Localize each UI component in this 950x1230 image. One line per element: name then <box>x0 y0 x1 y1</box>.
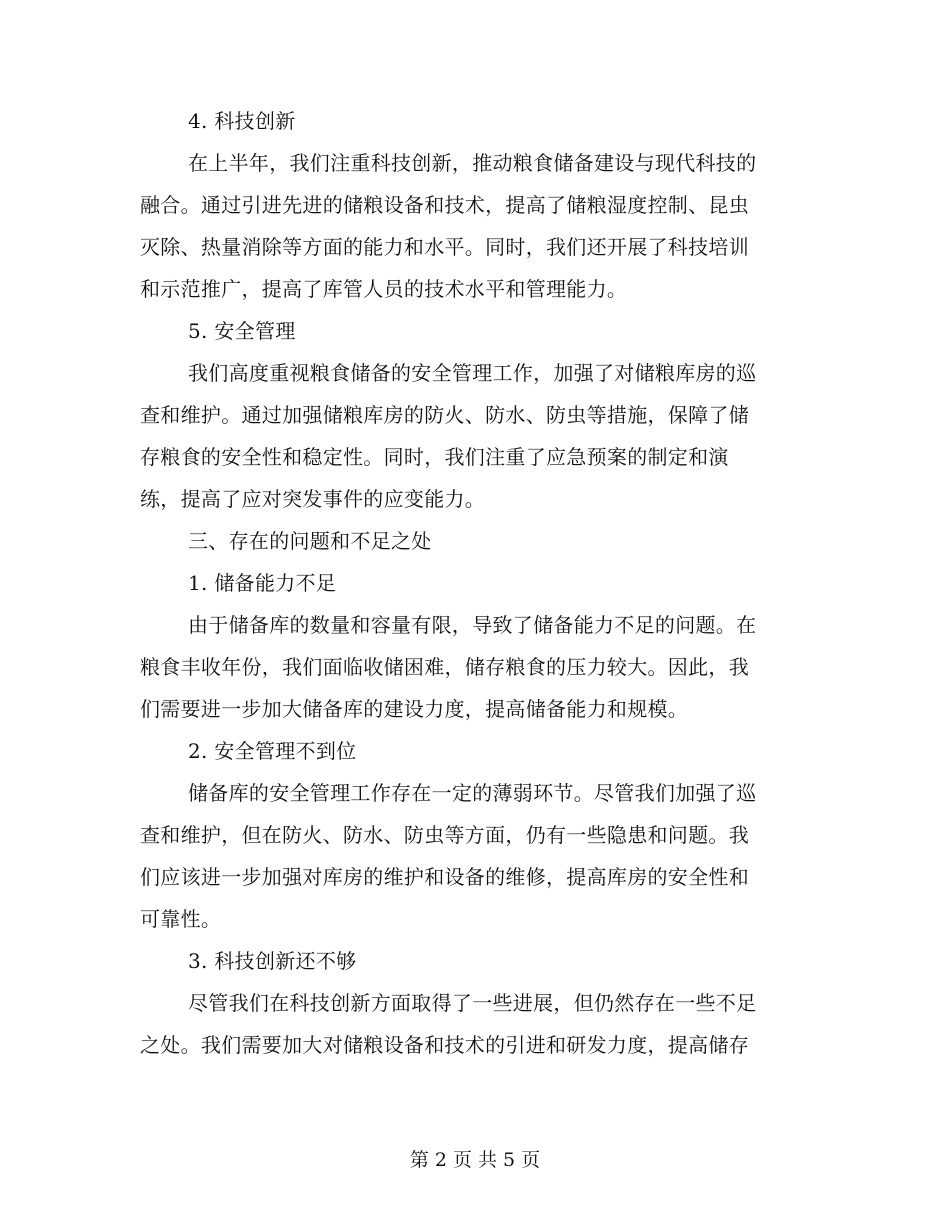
text-line: 三、存在的问题和不足之处 <box>188 529 432 553</box>
text-line: 存粮食的安全性和稳定性。同时，我们注重了应急预案的制定和演 <box>140 445 729 469</box>
text-line: 1. 储备能力不足 <box>188 571 337 595</box>
text-line: 我们高度重视粮食储备的安全管理工作，加强了对储粮库房的巡 <box>188 361 757 385</box>
text-line: 2. 安全管理不到位 <box>188 739 357 763</box>
text-line: 5. 安全管理 <box>188 319 296 343</box>
text-line: 和示范推广，提高了库管人员的技术水平和管理能力。 <box>140 277 628 301</box>
text-line: 们需要进一步加大储备库的建设力度，提高储备能力和规模。 <box>140 697 689 721</box>
text-line: 粮食丰收年份，我们面临收储困难，储存粮食的压力较大。因此，我 <box>140 655 749 679</box>
text-line: 3. 科技创新还不够 <box>188 949 357 973</box>
page-footer: 第 2 页 共 5 页 <box>409 1149 541 1171</box>
text-line: 查和维护。通过加强储粮库房的防火、防水、防虫等措施，保障了储 <box>140 403 749 427</box>
text-line: 可靠性。 <box>140 907 222 931</box>
text-line: 在上半年，我们注重科技创新，推动粮食储备建设与现代科技的 <box>188 151 757 175</box>
text-line: 4. 科技创新 <box>188 109 296 133</box>
text-line: 灭除、热量消除等方面的能力和水平。同时，我们还开展了科技培训 <box>140 235 749 259</box>
text-line: 由于储备库的数量和容量有限，导致了储备能力不足的问题。在 <box>188 613 757 637</box>
document-body <box>140 100 800 1066</box>
text-line: 们应该进一步加强对库房的维护和设备的维修，提高库房的安全性和 <box>140 865 749 889</box>
text-line: 储备库的安全管理工作存在一定的薄弱环节。尽管我们加强了巡 <box>188 781 757 805</box>
text-line: 融合。通过引进先进的储粮设备和技术，提高了储粮湿度控制、昆虫 <box>140 193 749 217</box>
text-line: 查和维护，但在防火、防水、防虫等方面，仍有一些隐患和问题。我 <box>140 823 749 847</box>
text-line: 之处。我们需要加大对储粮设备和技术的引进和研发力度，提高储存 <box>140 1033 749 1057</box>
text-line: 尽管我们在科技创新方面取得了一些进展，但仍然存在一些不足 <box>188 991 757 1015</box>
text-line: 练，提高了应对突发事件的应变能力。 <box>140 487 486 511</box>
